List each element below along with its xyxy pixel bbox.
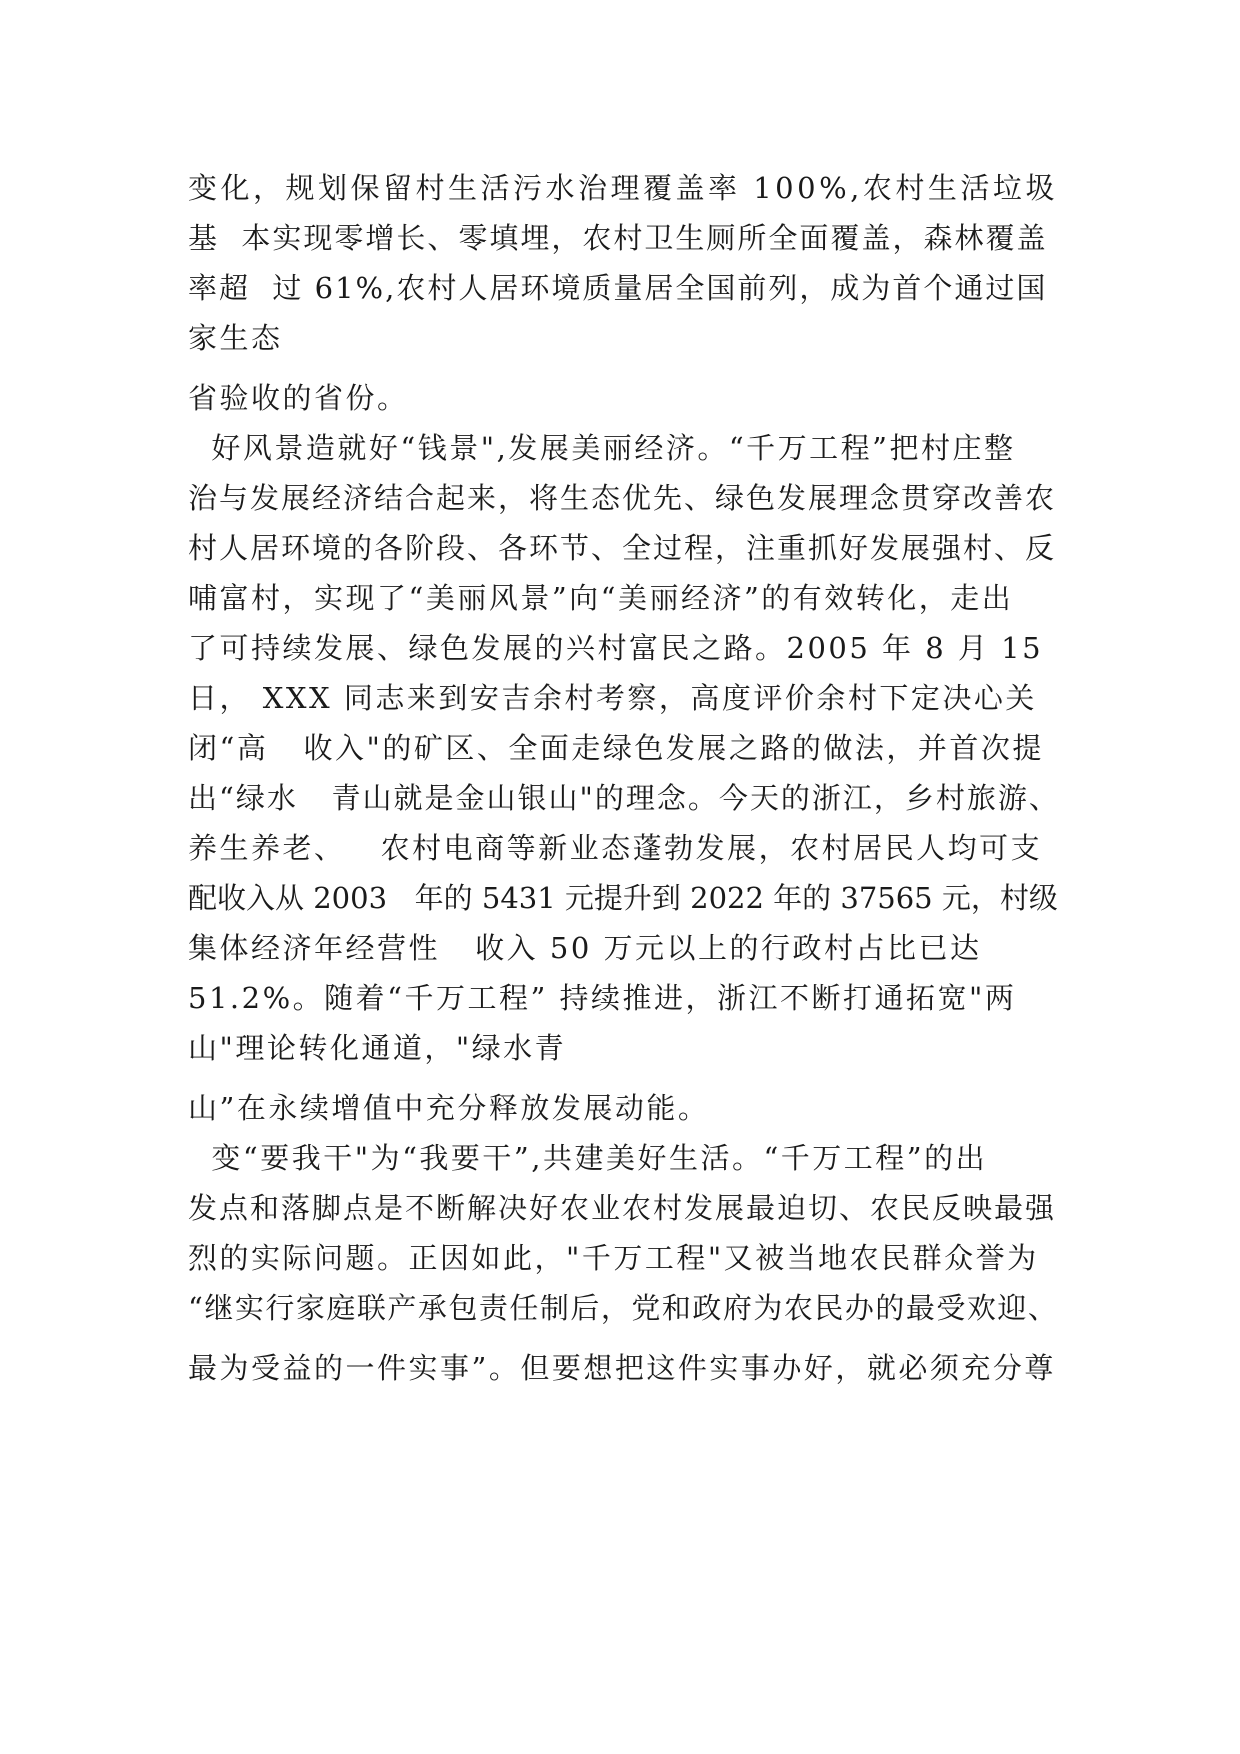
text-line: 变化，规划保留村生活污水治理覆盖率 100%,农村生活垃圾 xyxy=(188,171,1058,205)
text-line: 发点和落脚点是不断解决好农业农村发展最迫切、农民反映最强 xyxy=(188,1191,1057,1225)
text-line: 了可持续发展、绿色发展的兴村富民之路。2005 年 8 月 15 xyxy=(188,631,1044,665)
text-line: 哺富村，实现了“美丽风景”向“美丽经济”的有效转化，走出 xyxy=(188,581,1014,615)
text-line: 省验收的省份。 xyxy=(188,381,409,415)
text-line: 家生态 xyxy=(188,321,283,355)
text-line: “继实行家庭联产承包责任制后，党和政府为农民办的最受欢迎、 xyxy=(188,1291,1059,1325)
text-line: 集体经济年经营性 收入 50 万元以上的行政村占比已达 xyxy=(188,931,982,965)
text-line: 配收入从 2003 年的 5431 元提升到 2022 年的 37565 元，村级 xyxy=(188,881,1058,915)
text-line: 养生养老、 农村电商等新业态蓬勃发展，农村居民人均可支 xyxy=(188,831,1043,865)
text-line: 闭“高 收入"的矿区、全面走绿色发展之路的做法，并首次提 xyxy=(188,731,1044,765)
text-line: 村人居环境的各阶段、各环节、全过程，注重抓好发展强村、反 xyxy=(188,531,1057,565)
text-line: 率超 过 61%,农村人居环境质量居全国前列，成为首个通过国 xyxy=(188,271,1048,305)
text-line: 山"理论转化通道，"绿水青 xyxy=(188,1031,567,1065)
text-line: 烈的实际问题。正因如此，"千万工程"又被当地农民群众誉为 xyxy=(188,1241,1039,1275)
text-line: 山”在永续增值中充分释放发展动能。 xyxy=(188,1091,710,1125)
text-line: 变“要我干"为“我要干”,共建美好生活。“千万工程”的出 xyxy=(188,1141,988,1175)
text-line: 好风景造就好“钱景",发展美丽经济。“千万工程”把村庄整 xyxy=(188,431,1016,465)
text-line: 51.2%。随着“千万工程” 持续推进，浙江不断打通拓宽"两 xyxy=(188,981,1017,1015)
text-line: 出“绿水 青山就是金山银山"的理念。今天的浙江，乡村旅游、 xyxy=(188,781,1060,815)
text-line: 日， XXX 同志来到安吉余村考察，高度评价余村下定决心关 xyxy=(188,681,1037,715)
text-line: 最为受益的一件实事”。但要想把这件实事办好，就必须充分尊 xyxy=(188,1351,1056,1385)
text-line: 治与发展经济结合起来，将生态优先、绿色发展理念贯穿改善农 xyxy=(188,481,1057,515)
text-line: 基 本实现零增长、零填埋，农村卫生厕所全面覆盖，森林覆盖 xyxy=(188,221,1048,255)
